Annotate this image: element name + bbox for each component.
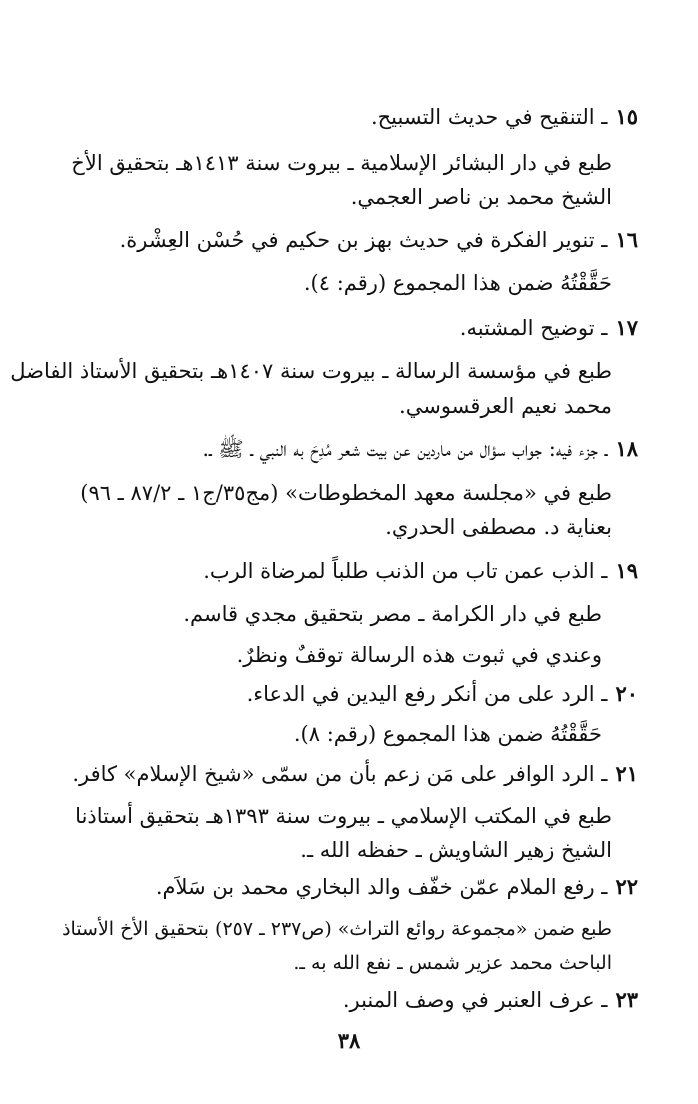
page-number: ٣٨ bbox=[337, 1028, 361, 1053]
entry-16-line-1: حَقَّقْتُهُ ضمن هذا المجموع (رقم: ٤). bbox=[303, 271, 612, 295]
entry-21-title bbox=[72, 759, 638, 789]
entry-number: ١٧ bbox=[615, 315, 638, 340]
entry-18-line-2: بعناية د. مصطفى الحدري. bbox=[385, 515, 612, 539]
entry-number: ٢١ bbox=[615, 761, 638, 786]
entry-title-text: ـ جزء فيه: جواب سؤال من ماردين عن بيت شعر مُدِحَ به النبي ـ ﷺ ـ. bbox=[202, 437, 608, 461]
entry-title-text: ـ الرد على من أنكر رفع اليدين في الدعاء. bbox=[246, 682, 608, 706]
entry-17-title bbox=[460, 313, 638, 343]
entry-title-text: ـ عرف العنبر في وصف المنبر. bbox=[342, 988, 608, 1012]
entry-19-title bbox=[203, 556, 638, 586]
entry-number: ٢٢ bbox=[615, 874, 638, 899]
entry-title-text: ـ توضيح المشتبه. bbox=[459, 316, 608, 340]
entry-22-line-2: الباحث محمد عزير شمس ـ نفع الله به ـ. bbox=[293, 952, 612, 974]
entry-18-title bbox=[202, 434, 638, 464]
entry-19-line-2: وعندي في ثبوت هذه الرسالة توقفٌ ونظرٌ. bbox=[236, 643, 602, 667]
entry-22-line-1: طبع ضمن «مجموعة روائع التراث» (ص٢٣٧ ـ ٢٥٧) بتحقيق الأخ الأستاذ bbox=[62, 918, 612, 940]
entry-number: ١٦ bbox=[615, 227, 638, 252]
entry-title-text: ـ تنوير الفكرة في حديث بهز بن حكيم في حُسْن العِشْرة. bbox=[119, 228, 608, 252]
entry-17-line-2: محمد نعيم العرقسوسي. bbox=[399, 394, 612, 418]
entry-15-line-1: طبع في دار البشائر الإسلامية ـ بيروت سنة ١٤١٣هـ بتحقيق الأخ bbox=[71, 151, 612, 175]
entry-19-line-1: طبع في دار الكرامة ـ مصر بتحقيق مجدي قاسم. bbox=[183, 602, 602, 626]
entry-21-line-2: الشيخ زهير الشاويش ـ حفظه الله ـ. bbox=[300, 838, 612, 862]
entry-22-title bbox=[156, 872, 638, 902]
entry-title-text: ـ الذب عمن تاب من الذنب طلباً لمرضاة الرب. bbox=[203, 559, 608, 583]
entry-number: ١٨ bbox=[615, 436, 638, 461]
entry-title-text: ـ الرد الوافر على مَن زعم بأن من سمّى «شيخ الإسلام» كافر. bbox=[72, 762, 608, 786]
entry-title-text: ـ التنقيح في حديث التسبيح. bbox=[370, 105, 608, 129]
entry-17-line-1: طبع في مؤسسة الرسالة ـ بيروت سنة ١٤٠٧هـ بتحقيق الأستاذ الفاضل bbox=[10, 359, 612, 383]
entry-20-title bbox=[247, 679, 638, 709]
entry-number: ٢٠ bbox=[615, 681, 638, 706]
entry-number: ١٥ bbox=[615, 104, 638, 129]
entry-18-line-1: طبع في «مجلسة معهد المخطوطات» (مج٣٥/ج١ ـ ٨٧/٢ ـ ٩٦) bbox=[80, 481, 612, 505]
entry-16-title bbox=[120, 225, 638, 255]
entry-number: ١٩ bbox=[615, 558, 638, 583]
entry-21-line-1: طبع في المكتب الإسلامي ـ بيروت سنة ١٣٩٣هـ بتحقيق أستاذنا bbox=[75, 804, 612, 828]
entry-number: ٢٣ bbox=[615, 987, 638, 1012]
entry-15-line-2: الشيخ محمد بن ناصر العجمي. bbox=[350, 185, 612, 209]
entry-23-title bbox=[343, 985, 638, 1015]
entry-title-text: ـ رفع الملام عمّن خفّف والد البخاري محمد بن سَلاَم. bbox=[155, 875, 608, 899]
entry-20-line-1: حَقَّقْتُهُ ضمن هذا المجموع (رقم: ٨). bbox=[293, 722, 602, 746]
entry-15-title bbox=[371, 102, 638, 132]
